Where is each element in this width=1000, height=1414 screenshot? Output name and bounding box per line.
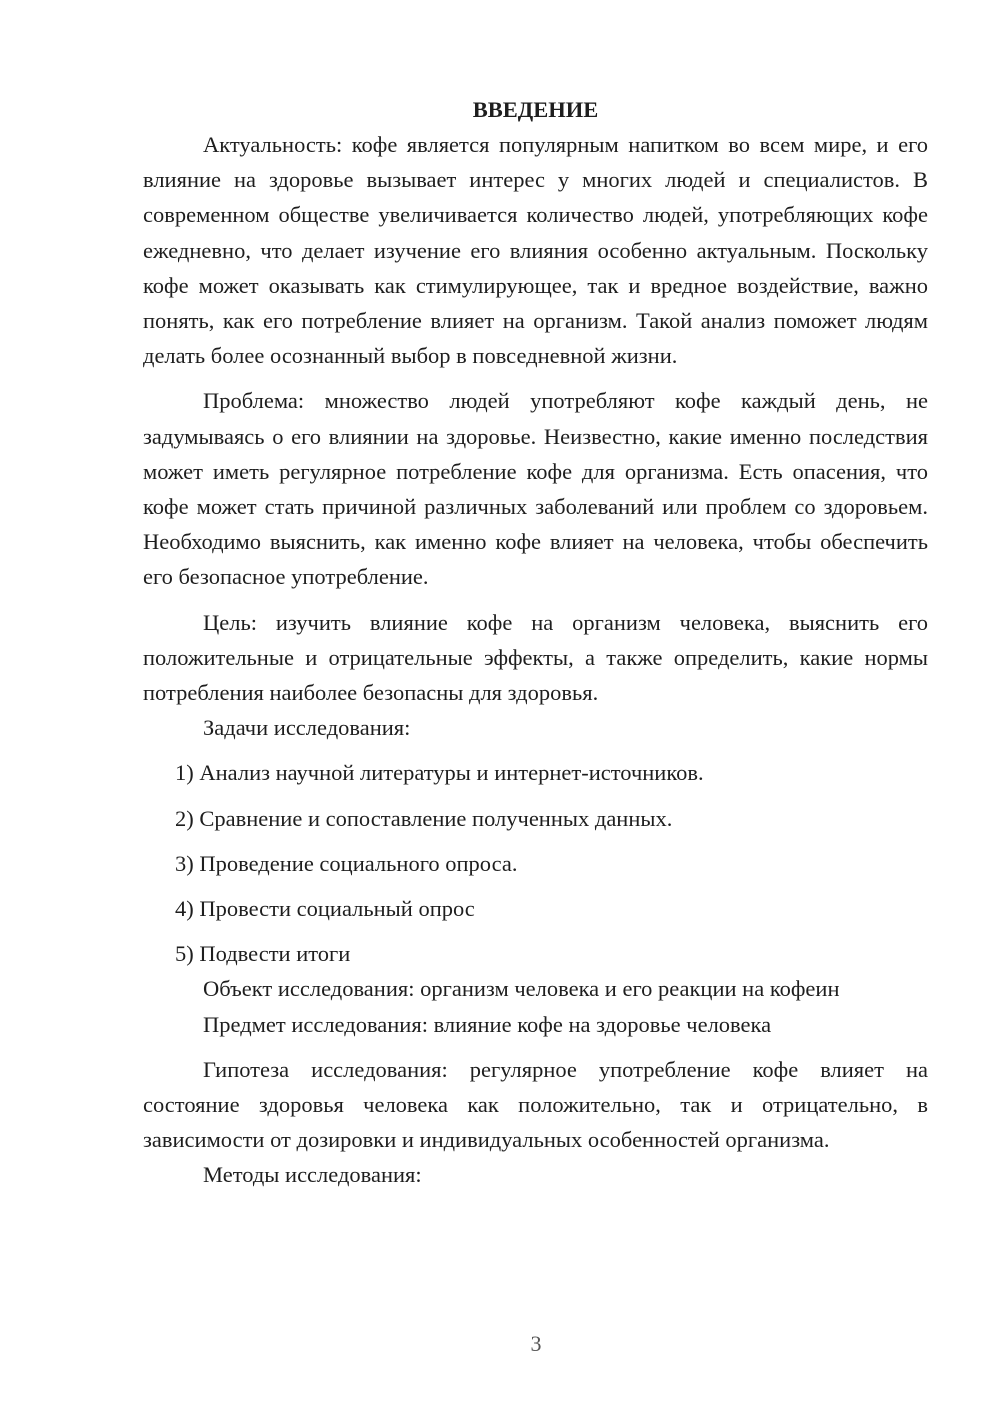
page-title: ВВЕДЕНИЕ (472, 97, 599, 122)
task-item-4: 4) Провести социальный опрос (175, 896, 475, 922)
task-item-1: 1) Анализ научной литературы и интернет-источников. (175, 760, 704, 786)
tasks-heading: Задачи исследования: (203, 715, 411, 741)
methods-heading: Методы исследования: (203, 1162, 422, 1188)
problem-paragraph: Проблема: множество людей употребляют кофе каждый день, не задумываясь о его влиянии на здоровье. Неизвестно, какие именно последствия может иметь регулярное потребление кофе для организма. Есть опасения, что кофе может стать причиной различных заболеваний или проблем со здоровьем. Необходимо выяснить, как именно кофе влияет на человека, чтобы обеспечить его безопасное употребление. (143, 388, 928, 590)
page-content (143, 92, 928, 1193)
goal-paragraph: Цель: изучить влияние кофе на организм человека, выяснить его положительные и отрицательные эффекты, а также определить, какие нормы потребления наиболее безопасны для здоровья. (143, 609, 928, 706)
task-item-5: 5) Подвести итоги (175, 941, 351, 967)
page-number: 3 (530, 1331, 542, 1356)
research-subject: Предмет исследования: влияние кофе на здоровье человека (203, 1011, 772, 1037)
task-item-2: 2) Сравнение и сопоставление полученных данных. (175, 805, 673, 831)
hypothesis-paragraph: Гипотеза исследования: регулярное употребление кофе влияет на состояние здоровья человека как положительно, так и отрицательно, в зависимости от дозировки и индивидуальных особенностей организма. (143, 1056, 928, 1153)
research-object: Объект исследования: организм человека и его реакции на кофеин (203, 976, 840, 1002)
relevance-paragraph: Актуальность: кофе является популярным напитком во всем мире, и его влияние на здоровье вызывает интерес у многих людей и специалистов. В современном обществе увеличивается количество людей, употребляющих кофе ежедневно, что делает изучение его влияния особенно актуальным. Поскольку кофе может оказывать как стимулирующее, так и вредное воздействие, важно понять, как его потребление влияет на организм. Такой анализ поможет людям делать более осознанный выбор в повседневной жизни. (143, 132, 928, 369)
task-item-3: 3) Проведение социального опроса. (175, 850, 518, 876)
